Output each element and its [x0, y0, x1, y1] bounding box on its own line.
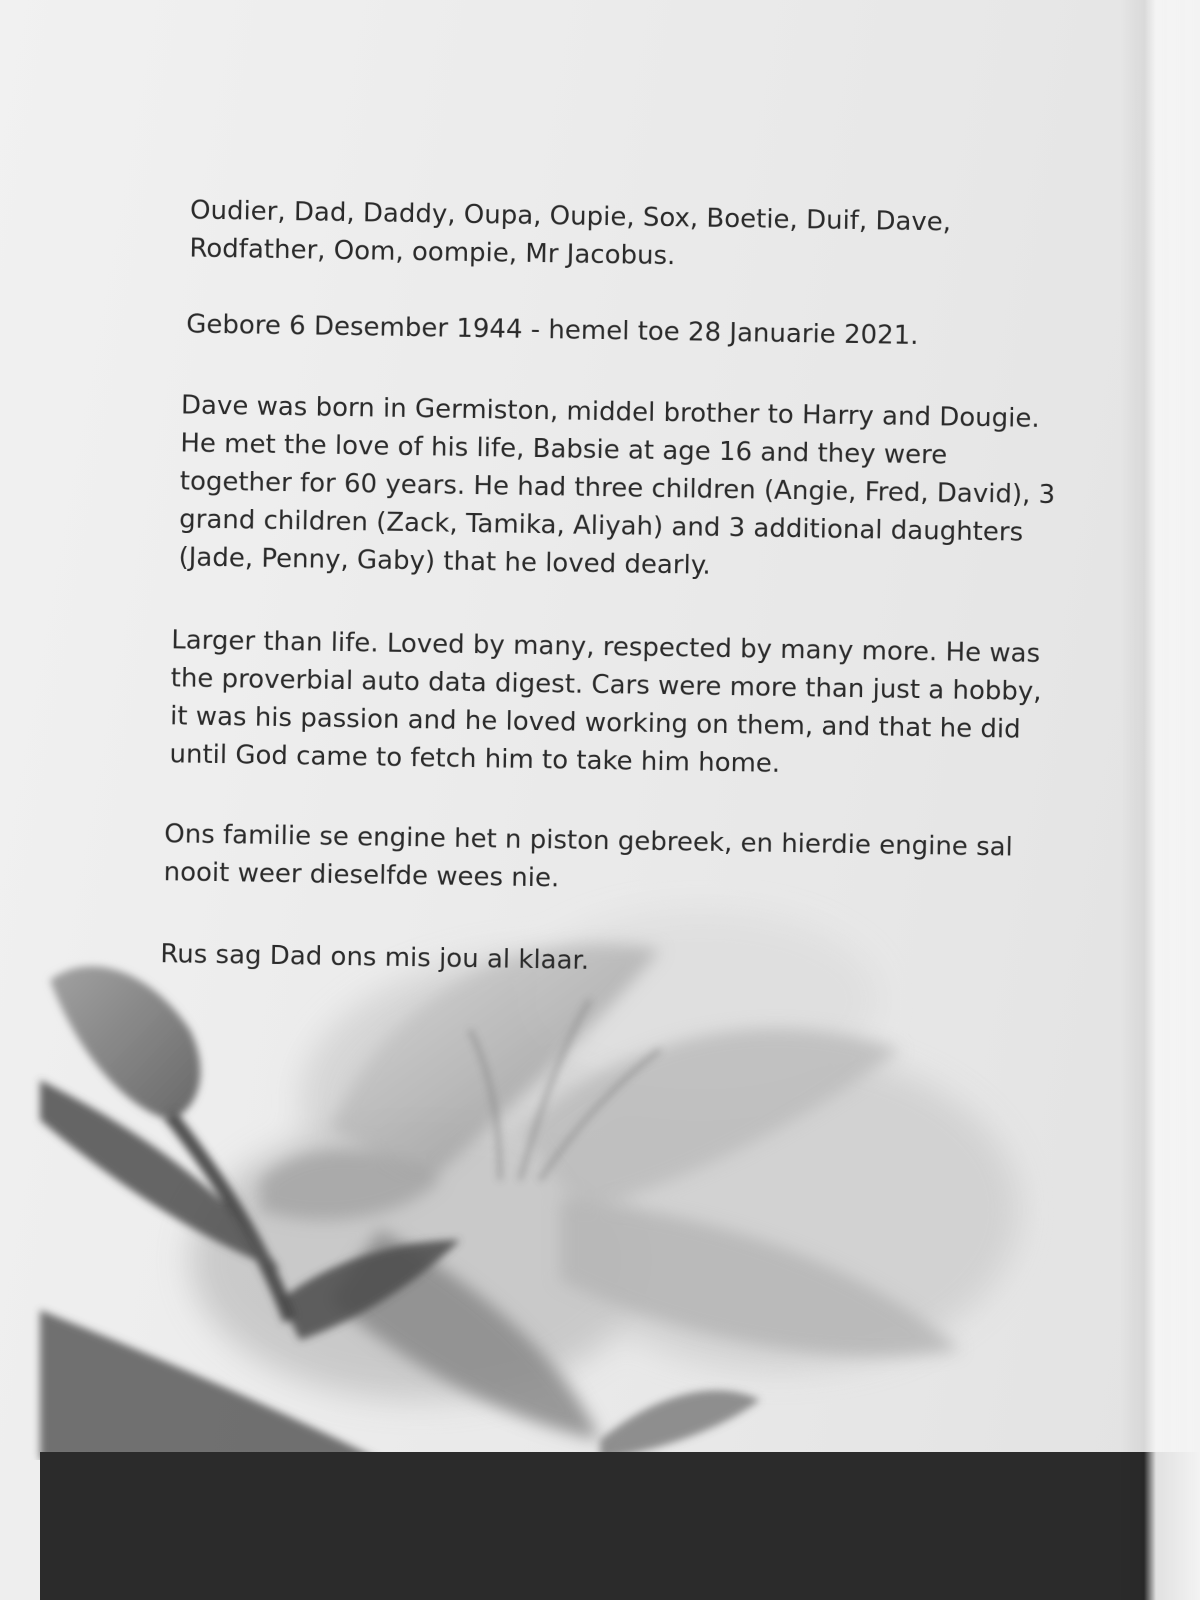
farewell-line: Rus sag Dad ons mis jou al klaar.: [160, 939, 590, 976]
tribute-paragraph: Larger than life. Loved by many, respected by many more. He was the proverbial auto data digest. Cars were more than just a hobby, it was his passion and he loved working on them, and that he did until God came to fetch him to take him home.: [169, 625, 1042, 779]
biography-paragraph: Dave was born in Germiston, middel brother to Harry and Dougie. He met the love of his life, Babsie at age 16 and they were together for 60 years. He had three children (Angie, Fred, David), 3 grand children (Zack, Tamika, Aliyah) and 3 additional daughters (Jade, Penny, Gaby) that he loved dearly.: [178, 390, 1056, 581]
birth-death-dates: Gebore 6 Desember 1944 - hemel toe 28 Januarie 2021.: [186, 309, 919, 351]
bottom-dark-band: [40, 1452, 1200, 1600]
nicknames: Oudier, Dad, Daddy, Oupa, Oupie, Sox, Boetie, Duif, Dave, Rodfather, Oom, oompie, Mr Jacobus.: [189, 195, 952, 272]
engine-paragraph: Ons familie se engine het n piston gebreek, en hierdie engine sal nooit weer dieselfde wees nie.: [163, 819, 1014, 894]
page-fold-edge: [1120, 0, 1200, 1600]
